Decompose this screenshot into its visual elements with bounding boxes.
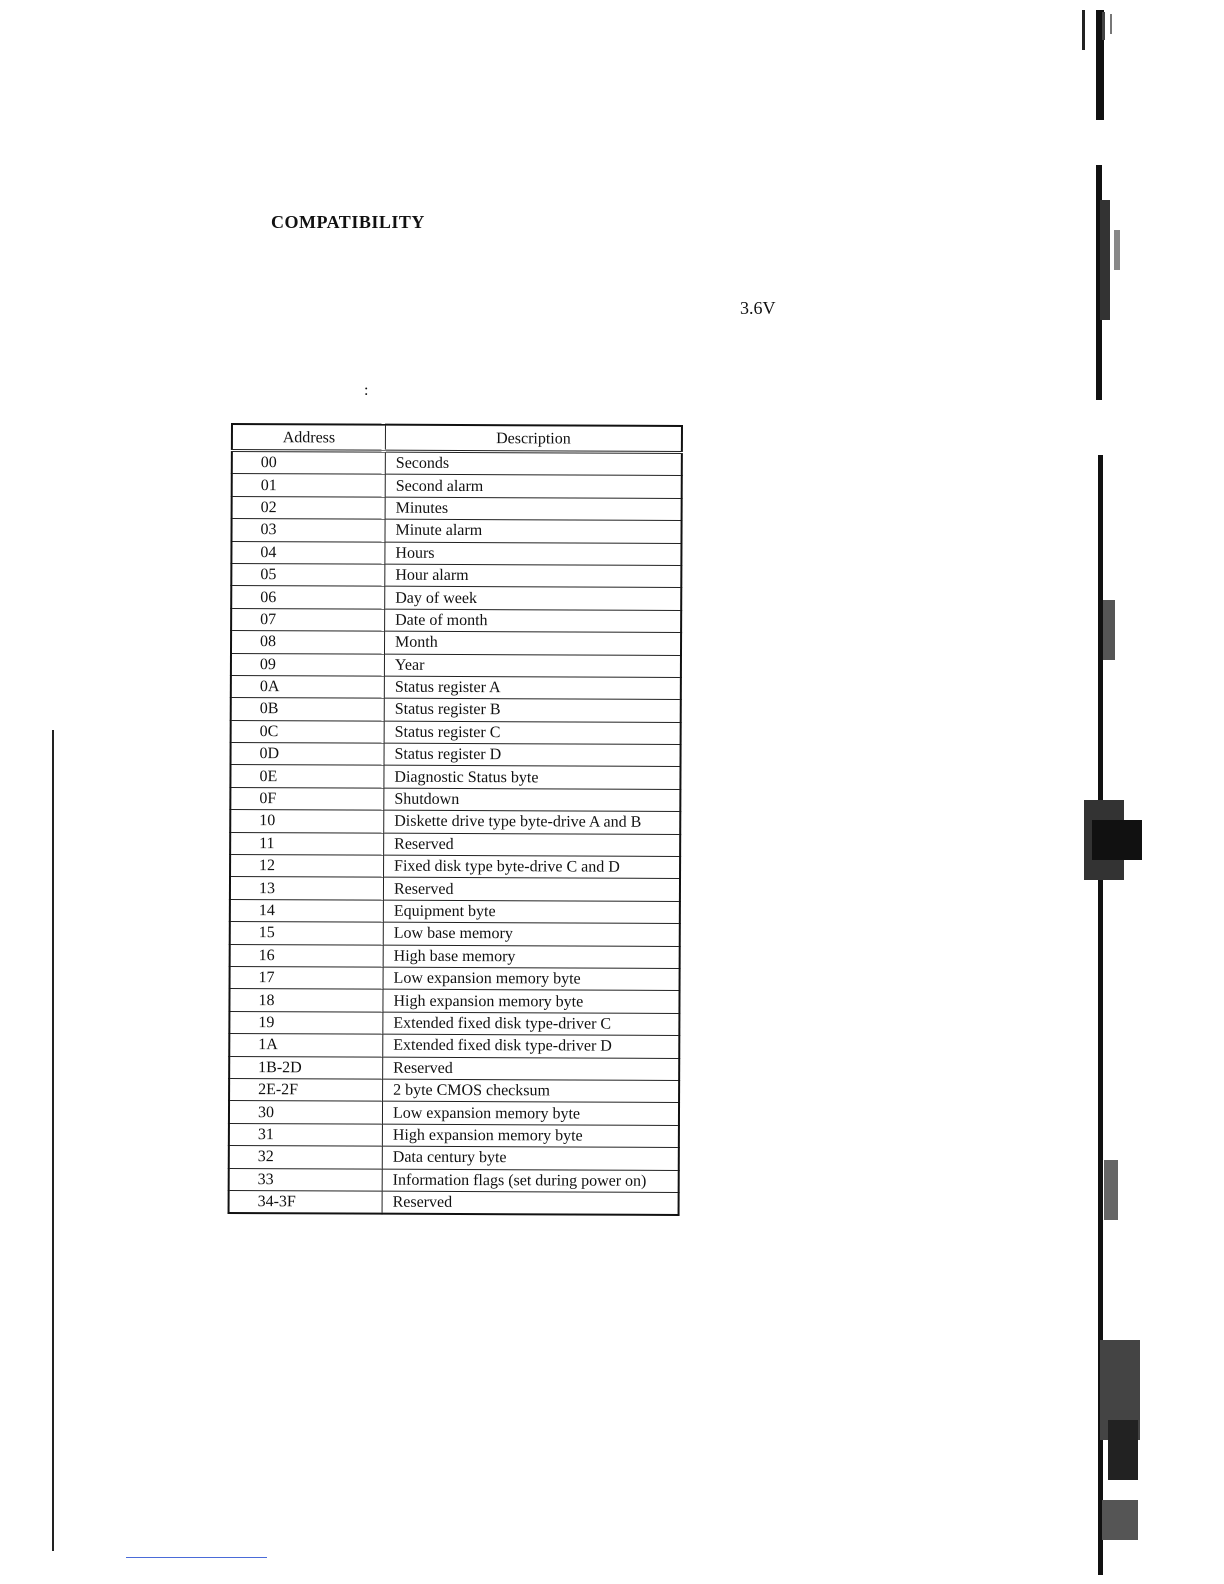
table-row	[229, 1078, 679, 1102]
description-cell: Date of month	[385, 609, 682, 633]
description-cell: Extended fixed disk type-driver C	[383, 1012, 680, 1036]
table-row	[231, 675, 681, 699]
address-cell: 14	[230, 899, 384, 922]
description-cell: High base memory	[383, 945, 680, 969]
address-cell: 12	[230, 855, 384, 878]
address-cell: 32	[229, 1146, 383, 1169]
table-row	[232, 474, 682, 498]
description-cell: Information flags (set during power on)	[382, 1169, 679, 1193]
table-row	[229, 1168, 679, 1192]
description-cell: Low expansion memory byte	[382, 1101, 679, 1125]
address-cell: 0F	[230, 787, 384, 810]
cmos-address-table	[228, 423, 683, 1216]
description-cell: Year	[384, 654, 681, 678]
table-row	[230, 810, 680, 834]
address-cell: 0B	[231, 698, 385, 721]
address-cell: 01	[232, 474, 386, 497]
description-cell: Fixed disk type byte-drive C and D	[384, 855, 681, 879]
description-cell: 2 byte CMOS checksum	[383, 1079, 680, 1103]
description-cell: Reserved	[383, 1057, 680, 1081]
description-cell: Low base memory	[383, 922, 680, 946]
table-row	[230, 832, 680, 856]
table-row	[232, 451, 682, 476]
address-cell: 09	[231, 653, 385, 676]
address-cell: 17	[230, 966, 384, 989]
table-row	[230, 922, 680, 946]
table-row	[229, 1101, 679, 1125]
description-cell: Reserved	[382, 1191, 679, 1215]
address-cell: 04	[231, 541, 385, 564]
table-row	[229, 1123, 679, 1147]
address-cell: 34-3F	[229, 1190, 383, 1214]
table-row	[229, 1034, 679, 1058]
description-cell: Day of week	[385, 587, 682, 611]
table-row	[232, 496, 682, 520]
description-cell: Equipment byte	[383, 900, 680, 924]
description-cell: Extended fixed disk type-driver D	[383, 1034, 680, 1058]
address-cell: 0C	[231, 720, 385, 743]
table-row	[229, 1056, 679, 1080]
description-cell: Hours	[385, 542, 682, 566]
table-row	[231, 563, 681, 587]
table-row	[231, 631, 681, 655]
address-cell: 1A	[229, 1034, 383, 1057]
address-cell: 11	[230, 832, 384, 855]
table-row	[229, 1190, 679, 1215]
description-cell: Status register A	[384, 676, 681, 700]
address-cell: 0A	[231, 675, 385, 698]
description-cell: Shutdown	[384, 788, 681, 812]
description-cell: Low expansion memory byte	[383, 967, 680, 991]
table-row	[231, 720, 681, 744]
address-cell: 30	[229, 1101, 383, 1124]
address-cell: 19	[229, 1011, 383, 1034]
address-cell: 15	[230, 922, 384, 945]
description-cell: Minute alarm	[385, 519, 682, 543]
table-row	[231, 586, 681, 610]
address-cell: 2E-2F	[229, 1078, 383, 1101]
address-cell: 02	[232, 496, 386, 519]
table-row	[230, 944, 680, 968]
address-cell: 31	[229, 1123, 383, 1146]
description-cell: Reserved	[383, 878, 680, 902]
address-cell: 0D	[231, 743, 385, 766]
description-cell: Status register D	[384, 743, 681, 767]
description-cell: Diskette drive type byte-drive A and B	[384, 810, 681, 834]
address-cell: 1B-2D	[229, 1056, 383, 1079]
footnote-rule	[126, 1557, 267, 1558]
table-row	[230, 877, 680, 901]
description-cell: Status register C	[384, 721, 681, 745]
address-cell: 10	[230, 810, 384, 833]
description-cell: Diagnostic Status byte	[384, 766, 681, 790]
description-cell: Second alarm	[385, 475, 682, 499]
address-column-header: Address	[232, 424, 386, 451]
table-row	[231, 541, 681, 565]
description-cell: Status register B	[384, 698, 681, 722]
address-cell: 16	[230, 944, 384, 967]
description-column-header: Description	[385, 425, 682, 453]
table-row	[230, 899, 680, 923]
description-cell: High expansion memory byte	[382, 1124, 679, 1148]
table-row	[229, 1146, 679, 1170]
margin-rule	[52, 730, 54, 1551]
table-row	[230, 787, 680, 811]
description-cell: High expansion memory byte	[383, 990, 680, 1014]
description-cell: Month	[384, 631, 681, 655]
address-cell: 18	[229, 989, 383, 1012]
description-cell: Reserved	[384, 833, 681, 857]
address-cell: 07	[231, 608, 385, 631]
description-cell: Minutes	[385, 497, 682, 521]
address-cell: 0E	[230, 765, 384, 788]
table-body	[229, 451, 682, 1216]
stray-colon: :	[364, 382, 369, 399]
table-row	[230, 966, 680, 990]
table-header-row	[232, 424, 682, 452]
voltage-label: 3.6V	[740, 298, 776, 318]
address-cell: 13	[230, 877, 384, 900]
table-row	[231, 519, 681, 543]
address-cell: 00	[232, 451, 386, 475]
description-cell: Seconds	[385, 451, 682, 476]
table-row	[229, 989, 679, 1013]
table-row	[231, 653, 681, 677]
table-row	[230, 855, 680, 879]
address-cell: 33	[229, 1168, 383, 1191]
table-row	[231, 743, 681, 767]
description-cell: Hour alarm	[385, 564, 682, 588]
address-cell: 06	[231, 586, 385, 609]
table-row	[230, 765, 680, 789]
scan-edge-noise	[1080, 0, 1150, 1584]
address-cell: 08	[231, 631, 385, 654]
description-cell: Data century byte	[382, 1146, 679, 1170]
table-row	[231, 698, 681, 722]
address-cell: 03	[231, 519, 385, 542]
table-row	[231, 608, 681, 632]
table-row	[229, 1011, 679, 1035]
section-heading: COMPATIBILITY	[271, 212, 425, 232]
address-cell: 05	[231, 563, 385, 586]
